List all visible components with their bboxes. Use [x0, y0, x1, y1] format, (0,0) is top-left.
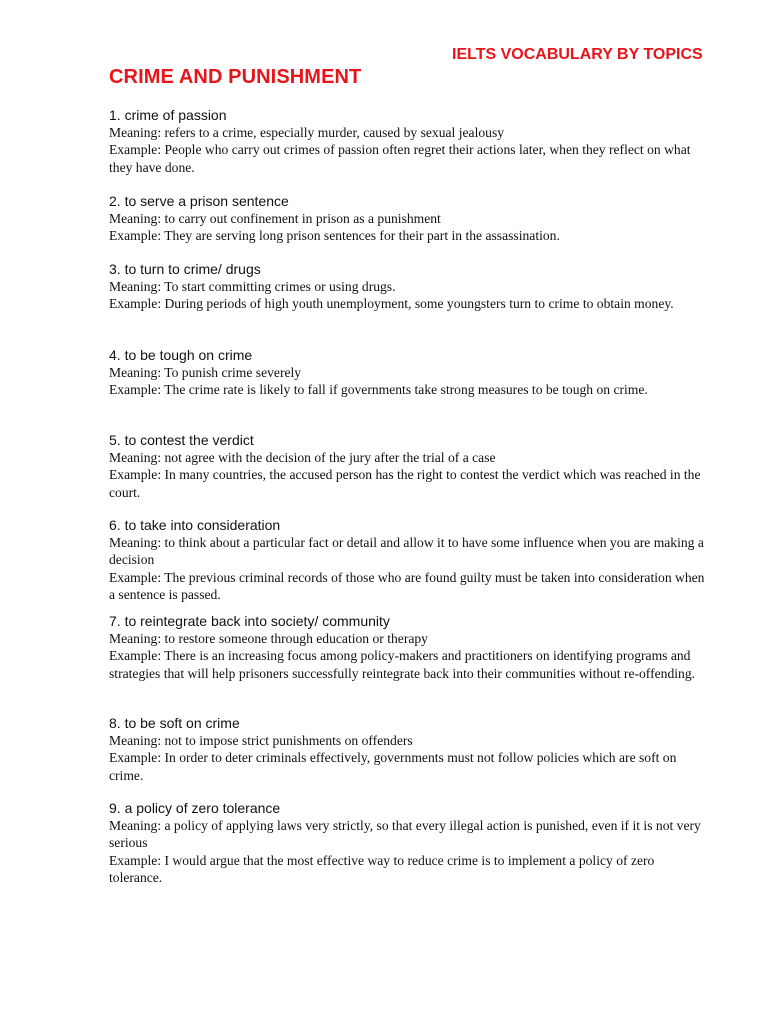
entry-meaning: Meaning: to carry out confinement in prison as a punishment: [109, 211, 441, 226]
vocabulary-entry-2: [109, 192, 709, 245]
entry-example: Example: In many countries, the accused person has the right to contest the verdict which was reached in the court.: [109, 467, 701, 500]
entry-example: Example: The previous criminal records of those who are found guilty must be taken into consideration when a sentence is passed.: [109, 569, 705, 603]
entry-example: Example: They are serving long prison sentences for their part in the assassination.: [109, 228, 560, 244]
vocabulary-entry-9: [109, 799, 709, 887]
entry-heading: 5. to contest the verdict: [109, 432, 254, 448]
vocabulary-entry-1: [109, 106, 709, 176]
entry-heading: 7. to reintegrate back into society/ community: [109, 613, 390, 629]
entry-meaning: Meaning: refers to a crime, especially murder, caused by sexual jealousy: [109, 125, 505, 140]
entry-heading: 9. a policy of zero tolerance: [109, 800, 281, 816]
entry-heading: 1. crime of passion: [109, 107, 227, 123]
vocabulary-entry-7: [109, 612, 709, 682]
entry-meaning: Meaning: a policy of applying laws very strictly, so that every illegal action is punished, even if it is not very serious: [109, 818, 701, 851]
entry-example: Example: The crime rate is likely to fall if governments take strong measures to be tough on crime.: [109, 382, 648, 398]
entry-example: Example: I would argue that the most effective way to reduce crime is to implement a policy of zero tolerance.: [109, 852, 655, 886]
entry-meaning: Meaning: to restore someone through education or therapy: [109, 631, 428, 646]
entry-meaning: Meaning: not agree with the decision of the jury after the trial of a case: [109, 450, 496, 465]
entry-meaning: Meaning: to think about a particular fact or detail and allow it to have some influence when you are making a decision: [109, 535, 704, 568]
entry-heading: 6. to take into consideration: [109, 517, 281, 533]
entry-meaning: Meaning: To start committing crimes or using drugs.: [109, 279, 396, 294]
entry-heading: 2. to serve a prison sentence: [109, 193, 289, 209]
entry-example: Example: In order to deter criminals effectively, governments must not follow policies which are soft on crime.: [109, 750, 677, 783]
vocabulary-entry-8: [109, 714, 709, 784]
entry-meaning: Meaning: not to impose strict punishments on offenders: [109, 733, 413, 748]
vocabulary-entry-5: [109, 431, 709, 501]
page-title: CRIME AND PUNISHMENT: [109, 66, 362, 88]
vocabulary-entry-4: [109, 346, 709, 399]
entry-example: Example: There is an increasing focus among policy-makers and practitioners on identifying programs and strategies that will help prisoners successfully reintegrate back into their communities without re-offending.: [109, 648, 696, 681]
entry-example: Example: During periods of high youth unemployment, some youngsters turn to crime to obtain money.: [109, 296, 674, 312]
series-label: IELTS VOCABULARY BY TOPICS: [452, 46, 703, 63]
entry-example: Example: People who carry out crimes of passion often regret their actions later, when they reflect on what they have done.: [109, 142, 691, 175]
entry-heading: 3. to turn to crime/ drugs: [109, 261, 261, 277]
entry-heading: 8. to be soft on crime: [109, 715, 240, 731]
vocabulary-entry-3: [109, 260, 709, 313]
entry-meaning: Meaning: To punish crime severely: [109, 365, 302, 380]
entry-heading: 4. to be tough on crime: [109, 347, 253, 363]
vocabulary-entry-6: [109, 516, 709, 604]
